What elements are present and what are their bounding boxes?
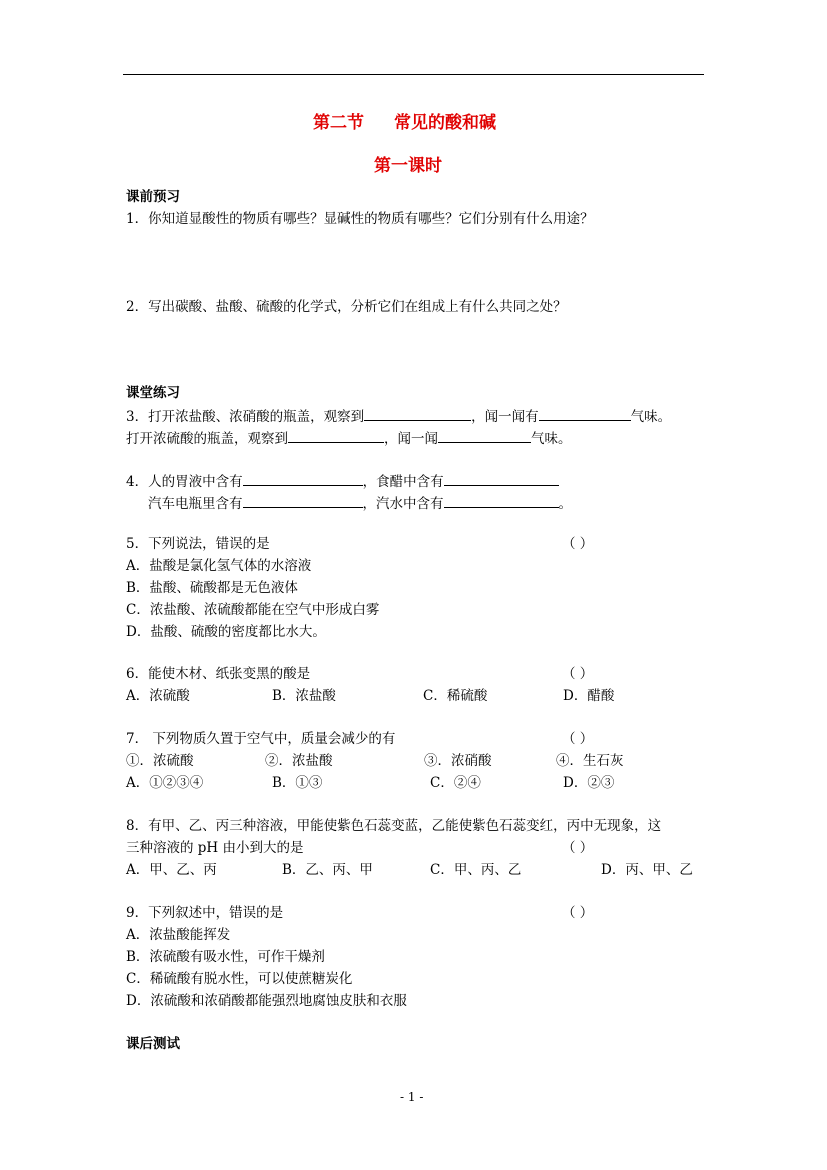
q4-text-e: 。 (558, 496, 572, 512)
answer-blank[interactable] (288, 428, 384, 443)
option-c: C．稀硫酸 (423, 688, 488, 704)
answer-blank[interactable] (438, 428, 531, 443)
answer-blank[interactable] (539, 406, 631, 421)
answer-blank[interactable] (243, 471, 363, 486)
option-d: D．浓硫酸和浓硝酸都能强烈地腐蚀皮肤和衣服 (126, 993, 407, 1009)
q3-text-d: 打开浓硫酸的瓶盖，观察到 (126, 431, 288, 447)
question-4-line-1 (126, 471, 559, 491)
q3-text-c: 气味。 (630, 409, 672, 425)
option-c: C．浓盐酸、浓硫酸都能在空气中形成白雾 (126, 602, 380, 618)
option-d: D．②③ (563, 775, 615, 791)
answer-parentheses[interactable]: （ ） (562, 840, 594, 856)
option-a: A．浓盐酸能挥发 (126, 927, 231, 943)
option-c: C．②④ (430, 775, 481, 791)
question-7-stem: 7． 下列物质久置于空气中，质量会减少的有 (126, 731, 396, 747)
section-number: 第二节 (313, 113, 364, 133)
item-2: ②．浓盐酸 (265, 753, 333, 769)
question-4-line-2 (148, 493, 572, 513)
lesson-title: 第一课时 (374, 156, 442, 176)
answer-blank[interactable] (444, 471, 559, 486)
answer-blank[interactable] (243, 493, 363, 508)
q4-text-a: 4．人的胃液中含有 (126, 474, 243, 490)
heading-practice: 课堂练习 (126, 385, 180, 401)
option-b: B．乙、丙、甲 (282, 862, 373, 878)
q4-text-c: 汽车电瓶里含有 (148, 496, 243, 512)
q3-text-b: ，闻一闻有 (471, 409, 539, 425)
option-a: A．浓硫酸 (126, 688, 190, 704)
question-3-line-1 (126, 406, 671, 426)
option-d: D．盐酸、硫酸的密度都比水大。 (126, 624, 326, 640)
section-topic: 常见的酸和碱 (394, 113, 496, 133)
q3-text-e: ，闻一闻 (384, 431, 438, 447)
option-d: D．醋酸 (563, 688, 615, 704)
q3-text-f: 气味。 (531, 431, 572, 447)
question-8-line-1: 8．有甲、乙、丙三种溶液，甲能使紫色石蕊变蓝，乙能使紫色石蕊变红，丙中无现象，这 (126, 818, 662, 834)
page-number: - 1 - (400, 1090, 424, 1104)
question-3-line-2 (126, 428, 572, 448)
q3-text-a: 3．打开浓盐酸、浓硝酸的瓶盖，观察到 (126, 409, 365, 425)
question-5-stem: 5．下列说法，错误的是 (126, 536, 270, 552)
answer-parentheses[interactable]: （ ） (562, 536, 594, 552)
question-8-line-2: 三种溶液的 pH 由小到大的是 (126, 840, 304, 856)
item-4: ④．生石灰 (556, 753, 624, 769)
answer-blank[interactable] (444, 493, 559, 508)
question-9-stem: 9．下列叙述中，错误的是 (126, 905, 284, 921)
question-6-stem: 6．能使木材、纸张变黑的酸是 (126, 666, 311, 682)
option-c: C．稀硫酸有脱水性，可以使蔗糖炭化 (126, 971, 353, 987)
answer-parentheses[interactable]: （ ） (562, 731, 594, 747)
q4-text-d: ，汽水中含有 (362, 496, 444, 512)
item-1: ①．浓硫酸 (126, 753, 194, 769)
option-a: A．盐酸是氯化氢气体的水溶液 (126, 558, 312, 574)
option-c: C．甲、丙、乙 (430, 862, 522, 878)
option-a: A．①②③④ (126, 775, 204, 791)
heading-preview: 课前预习 (126, 189, 180, 205)
option-b: B．①③ (272, 775, 323, 791)
q4-text-b: ，食醋中含有 (362, 474, 444, 490)
option-a: A．甲、乙、丙 (126, 862, 217, 878)
option-d: D．丙、甲、乙 (601, 862, 693, 878)
answer-parentheses[interactable]: （ ） (562, 666, 594, 682)
question-2: 2．写出碳酸、盐酸、硫酸的化学式，分析它们在组成上有什么共同之处？ (126, 299, 567, 315)
answer-blank[interactable] (364, 406, 471, 421)
option-b: B．浓硫酸有吸水性，可作干燥剂 (126, 949, 325, 965)
heading-after-class: 课后测试 (126, 1036, 180, 1052)
option-b: B．浓盐酸 (272, 688, 336, 704)
question-1: 1．你知道显酸性的物质有哪些？显碱性的物质有哪些？它们分别有什么用途？ (126, 211, 594, 227)
answer-parentheses[interactable]: （ ） (562, 905, 594, 921)
item-3: ③．浓硝酸 (424, 753, 492, 769)
header-rule (123, 74, 704, 75)
option-b: B．盐酸、硫酸都是无色液体 (126, 580, 298, 596)
section-title (313, 114, 496, 132)
